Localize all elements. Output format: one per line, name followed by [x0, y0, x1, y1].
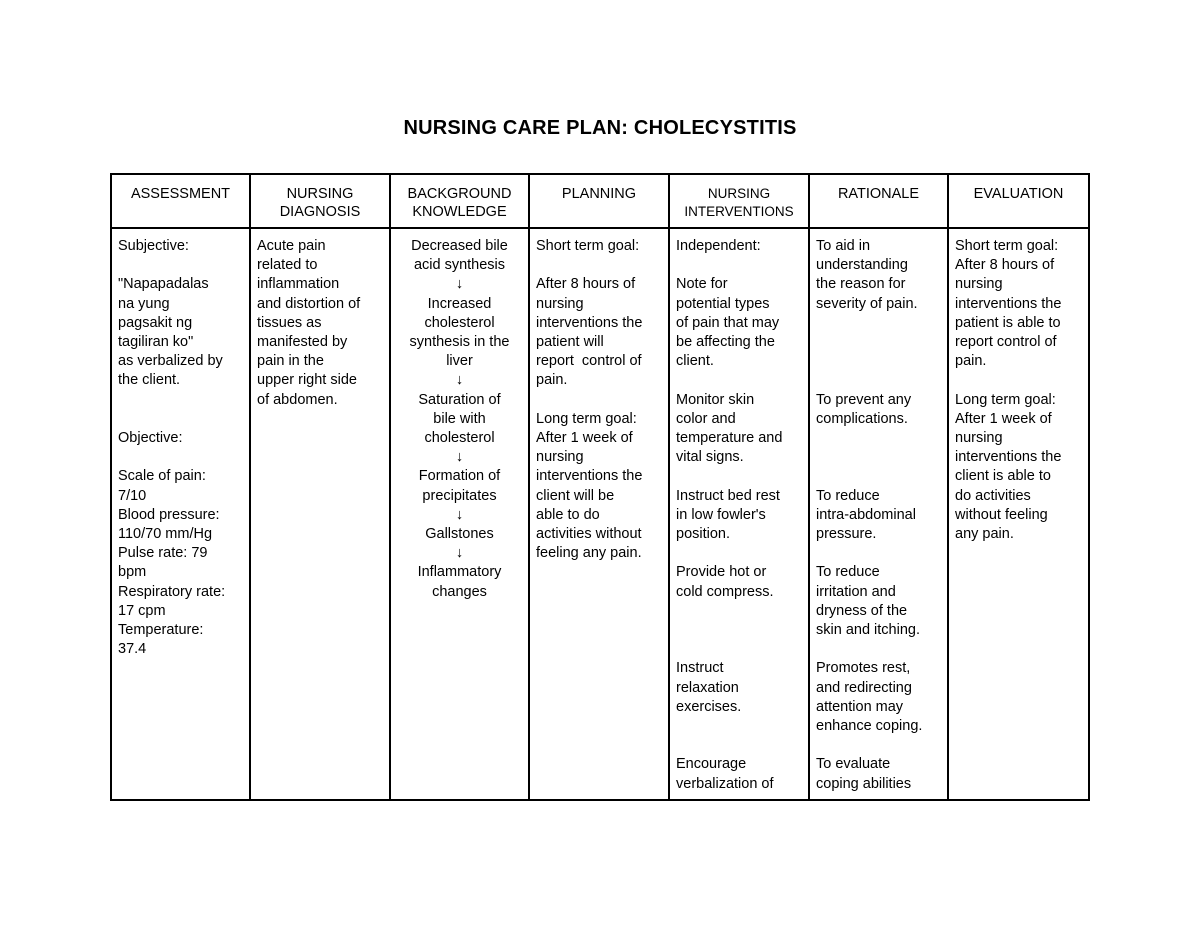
- planning-line: activities without: [536, 526, 642, 543]
- assessment-line: Temperature:: [118, 622, 204, 638]
- header-background-knowledge: BACKGROUND KNOWLEDGE: [390, 174, 529, 228]
- planning-cell: [529, 228, 669, 800]
- interventions-line: [676, 717, 802, 736]
- interventions-line: Note for: [676, 276, 728, 293]
- interventions-line: cold compress.: [676, 583, 774, 600]
- interventions-line: [676, 544, 802, 563]
- rationale-line: coping abilities: [816, 775, 912, 792]
- assessment-cell: [111, 228, 250, 800]
- interventions-line: Instruct bed rest: [676, 487, 780, 504]
- interventions-line: Provide hot or: [676, 564, 767, 581]
- background-line: liver: [446, 353, 473, 370]
- interventions-line: of pain that may: [676, 314, 780, 331]
- rationale-line: [816, 371, 941, 390]
- rationale-line: understanding: [816, 257, 908, 274]
- evaluation-line: pain.: [955, 353, 987, 370]
- planning-line: Short term goal:: [536, 238, 640, 254]
- evaluation-line: report control of: [955, 334, 1057, 351]
- evaluation-line: do activities: [955, 487, 1031, 504]
- assessment-line: [118, 256, 243, 275]
- background-cell: [390, 228, 529, 800]
- background-line: changes: [432, 583, 487, 600]
- diagnosis-line: Acute pain: [257, 238, 326, 254]
- assessment-line: the client.: [118, 372, 181, 389]
- rationale-line: [816, 736, 941, 755]
- interventions-line: Instruct: [676, 660, 724, 677]
- rationale-line: severity of pain.: [816, 295, 918, 312]
- header-row: [111, 174, 1089, 228]
- background-line: bile with: [433, 410, 486, 427]
- planning-line: [536, 391, 662, 410]
- background-line: ↓: [455, 545, 464, 562]
- content-row: [111, 228, 1089, 800]
- background-line: synthesis in the: [409, 334, 510, 351]
- interventions-line: exercises.: [676, 698, 742, 715]
- rationale-line: [816, 352, 941, 371]
- diagnosis-line: pain in the: [257, 353, 324, 370]
- evaluation-line: client is able to: [955, 468, 1051, 485]
- diagnosis-line: tissues as: [257, 314, 322, 331]
- assessment-line: Blood pressure:: [118, 506, 220, 523]
- evaluation-line: After 1 week of: [955, 410, 1052, 427]
- rationale-line: To evaluate: [816, 756, 891, 773]
- assessment-line: 37.4: [118, 641, 147, 658]
- background-line: Gallstones: [425, 526, 494, 543]
- planning-line: feeling any pain.: [536, 545, 642, 562]
- rationale-line: To reduce: [816, 487, 880, 504]
- interventions-line: [676, 640, 802, 659]
- interventions-line: [676, 602, 802, 621]
- rationale-line: [816, 429, 941, 448]
- interventions-line: Monitor skin: [676, 391, 755, 408]
- background-line: Decreased bile: [411, 238, 508, 254]
- evaluation-line: After 8 hours of: [955, 257, 1055, 274]
- planning-line: able to do: [536, 506, 600, 523]
- interventions-line: vital signs.: [676, 449, 744, 466]
- rationale-line: To prevent any: [816, 391, 912, 408]
- evaluation-line: nursing: [955, 430, 1003, 447]
- planning-line: [536, 256, 662, 275]
- interventions-line: relaxation: [676, 679, 739, 696]
- planning-line: After 1 week of: [536, 430, 633, 446]
- rationale-line: enhance coping.: [816, 717, 923, 734]
- assessment-line: bpm: [118, 564, 147, 581]
- header-nursing-interventions: NURSING INTERVENTIONS: [669, 174, 809, 228]
- interventions-line: [676, 467, 802, 486]
- planning-line: nursing: [536, 295, 584, 312]
- rationale-line: skin and itching.: [816, 621, 920, 638]
- rationale-line: [816, 467, 941, 486]
- rationale-line: Promotes rest,: [816, 660, 911, 677]
- assessment-line: Subjective:: [118, 238, 189, 254]
- evaluation-line: interventions the: [955, 449, 1062, 466]
- diagnosis-line: manifested by: [257, 334, 348, 351]
- diagnosis-line: of abdomen.: [257, 391, 338, 408]
- interventions-line: verbalization of: [676, 775, 774, 792]
- rationale-line: complications.: [816, 410, 908, 427]
- assessment-line: tagiliran ko": [118, 334, 194, 350]
- background-line: Saturation of: [418, 391, 501, 408]
- background-line: ↓: [455, 276, 464, 293]
- background-line: Formation of: [418, 468, 501, 485]
- evaluation-line: [955, 371, 1082, 390]
- diagnosis-line: upper right side: [257, 372, 357, 389]
- rationale-line: [816, 544, 941, 563]
- interventions-line: position.: [676, 526, 731, 542]
- background-line: cholesterol: [424, 314, 495, 331]
- interventions-line: [676, 371, 802, 390]
- interventions-line: client.: [676, 353, 714, 370]
- interventions-line: temperature and: [676, 430, 783, 446]
- interventions-line: potential types: [676, 295, 770, 312]
- diagnosis-line: and distortion of: [257, 295, 361, 312]
- rationale-line: To aid in: [816, 238, 871, 254]
- planning-line: pain.: [536, 372, 568, 389]
- planning-line: After 8 hours of: [536, 276, 636, 293]
- interventions-line: Independent:: [676, 238, 761, 254]
- diagnosis-line: related to: [257, 257, 318, 274]
- rationale-line: attention may: [816, 698, 904, 715]
- rationale-line: intra-abdominal: [816, 506, 916, 523]
- diagnosis-cell: [250, 228, 390, 800]
- background-line: ↓: [455, 449, 464, 466]
- interventions-line: Encourage: [676, 756, 747, 773]
- interventions-line: in low fowler's: [676, 506, 766, 523]
- evaluation-line: without feeling: [955, 506, 1048, 523]
- rationale-line: irritation and: [816, 583, 896, 600]
- planning-line: report control of: [536, 353, 642, 370]
- background-line: acid synthesis: [413, 257, 506, 274]
- assessment-line: [118, 391, 243, 410]
- rationale-line: [816, 640, 941, 659]
- rationale-line: [816, 314, 941, 333]
- planning-line: nursing: [536, 449, 584, 466]
- assessment-line: 7/10: [118, 487, 147, 504]
- rationale-line: the reason for: [816, 276, 906, 293]
- rationale-line: [816, 448, 941, 467]
- evaluation-line: interventions the: [955, 295, 1062, 312]
- interventions-cell: [669, 228, 809, 800]
- planning-line: interventions the: [536, 468, 643, 485]
- care-plan-table: [110, 173, 1090, 801]
- evaluation-cell: [948, 228, 1089, 800]
- background-line: ↓: [455, 506, 464, 523]
- interventions-line: be affecting the: [676, 334, 775, 350]
- header-nursing-diagnosis: NURSING DIAGNOSIS: [250, 174, 390, 228]
- interventions-line: [676, 621, 802, 640]
- evaluation-line: Long term goal:: [955, 391, 1056, 408]
- assessment-line: "Napapadalas: [118, 276, 209, 293]
- header-assessment: ASSESSMENT: [111, 174, 250, 228]
- assessment-line: 110/70 mm/Hg: [118, 525, 213, 542]
- evaluation-line: nursing: [955, 276, 1003, 293]
- rationale-line: pressure.: [816, 525, 877, 542]
- interventions-line: [676, 736, 802, 755]
- header-evaluation: EVALUATION: [948, 174, 1089, 228]
- evaluation-line: Short term goal:: [955, 238, 1059, 254]
- header-rationale: RATIONALE: [809, 174, 948, 228]
- diagnosis-line: inflammation: [257, 276, 340, 293]
- rationale-line: and redirecting: [816, 679, 912, 696]
- background-line: Inflammatory: [417, 564, 502, 581]
- assessment-line: [118, 448, 243, 467]
- assessment-line: pagsakit ng: [118, 314, 193, 331]
- evaluation-line: any pain.: [955, 526, 1014, 543]
- background-line: cholesterol: [424, 430, 495, 447]
- assessment-line: as verbalized by: [118, 353, 223, 370]
- assessment-line: [118, 410, 243, 429]
- planning-line: patient will: [536, 334, 604, 350]
- rationale-line: [816, 333, 941, 352]
- assessment-line: Objective:: [118, 429, 183, 446]
- background-line: precipitates: [422, 487, 497, 504]
- planning-line: Long term goal:: [536, 410, 637, 427]
- rationale-line: To reduce: [816, 564, 880, 581]
- rationale-cell: [809, 228, 948, 800]
- background-line: ↓: [455, 372, 464, 389]
- assessment-line: Pulse rate: 79: [118, 545, 208, 562]
- header-planning: PLANNING: [529, 174, 669, 228]
- background-line: Increased: [427, 295, 492, 312]
- interventions-line: [676, 256, 802, 275]
- planning-line: interventions the: [536, 314, 643, 331]
- evaluation-line: patient is able to: [955, 314, 1061, 331]
- assessment-line: na yung: [118, 295, 170, 312]
- page-title: NURSING CARE PLAN: CHOLECYSTITIS: [403, 117, 797, 139]
- assessment-line: Scale of pain:: [118, 468, 206, 485]
- interventions-line: color and: [676, 410, 736, 427]
- assessment-line: Respiratory rate:: [118, 583, 226, 600]
- assessment-line: 17 cpm: [118, 602, 166, 619]
- rationale-line: dryness of the: [816, 602, 908, 619]
- planning-line: client will be: [536, 487, 615, 504]
